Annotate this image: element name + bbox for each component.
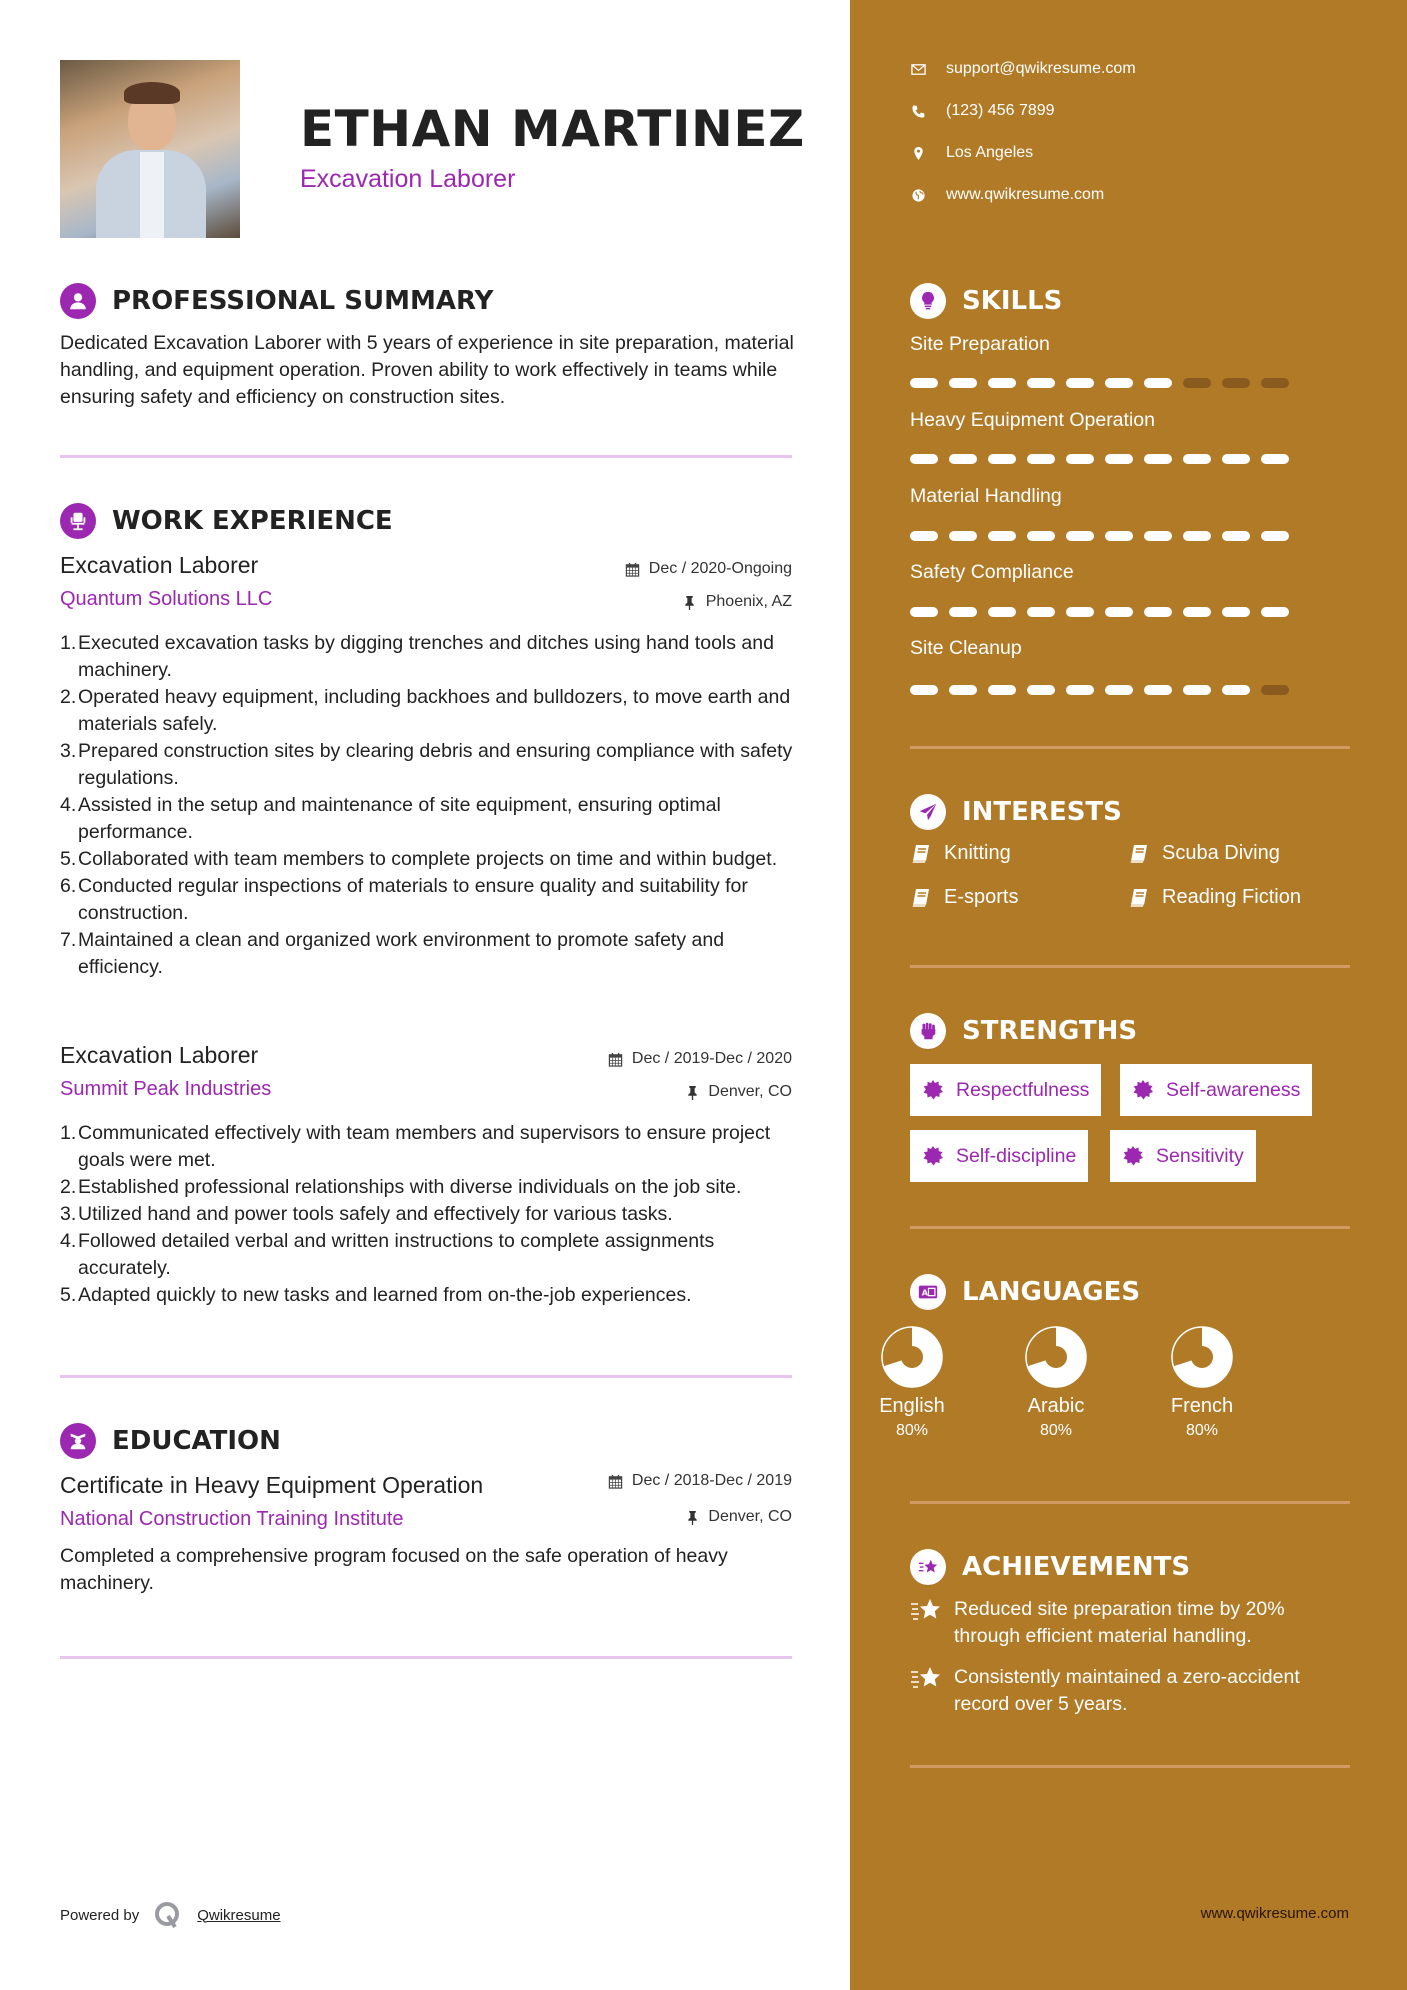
skill-segment (1027, 685, 1055, 695)
skill-segment (910, 531, 938, 541)
skill-rating (910, 685, 1300, 695)
book-icon (910, 887, 932, 909)
book-icon (1128, 887, 1150, 909)
skill-segment (1066, 454, 1094, 464)
section-divider (910, 1501, 1350, 1504)
skill-segment (1027, 378, 1055, 388)
skill-segment (1144, 531, 1172, 541)
skill-segment (1222, 531, 1250, 541)
skill-label: Material Handling (910, 485, 1062, 507)
list-item: 1. Communicated effectively with team members and supervisors to ensure project goals were met. (60, 1122, 771, 1171)
contact-phone[interactable]: (123) 456 7899 (910, 102, 1055, 120)
skill-segment (1066, 607, 1094, 617)
skill-rating (910, 531, 1300, 541)
skill-segment (1261, 454, 1289, 464)
job-bullets (60, 1120, 800, 1309)
badge-icon (922, 1145, 944, 1167)
school-name: National Construction Training Institute (60, 1508, 404, 1530)
job-bullets (60, 630, 800, 981)
list-item: 1. Executed excavation tasks by digging trenches and ditches using hand tools and machinery. (60, 632, 774, 681)
skill-segment (1183, 685, 1211, 695)
job-location: Phoenix, AZ (682, 593, 792, 611)
language-donut-chart (880, 1325, 944, 1389)
skill-segment (988, 378, 1016, 388)
section-divider (60, 1375, 792, 1378)
job-dates: Dec / 2019-Dec / 2020 (608, 1050, 792, 1068)
list-item: 2. Operated heavy equipment, including backhoes and bulldozers, to move earth and materials safely. (60, 686, 791, 735)
skill-segment (1183, 531, 1211, 541)
achievements-header (910, 1549, 1190, 1585)
skill-segment (1105, 378, 1133, 388)
envelope-icon (910, 61, 926, 77)
calendar-icon (608, 1473, 624, 1489)
skill-segment (1105, 685, 1133, 695)
interest-item: Scuba Diving (1128, 842, 1280, 865)
skill-segment (1144, 378, 1172, 388)
skill-segment (1222, 607, 1250, 617)
skill-segment (1066, 685, 1094, 695)
skill-segment (910, 685, 938, 695)
summary-heading: PROFESSIONAL SUMMARY (112, 286, 494, 316)
achievements-heading: ACHIEVEMENTS (962, 1552, 1191, 1582)
sidebar (850, 0, 1407, 1990)
skill-label: Heavy Equipment Operation (910, 409, 1155, 431)
interests-header (910, 794, 1122, 830)
footer-website-link[interactable]: www.qwikresume.com (1200, 1905, 1349, 1922)
section-divider (60, 455, 792, 458)
skill-segment (1144, 607, 1172, 617)
education-header (60, 1423, 281, 1459)
skill-segment (949, 378, 977, 388)
skill-segment (949, 607, 977, 617)
skill-rating (910, 607, 1300, 617)
skill-label: Site Preparation (910, 333, 1050, 355)
qwikresume-logo-icon (153, 1900, 183, 1930)
badge-icon (1122, 1145, 1144, 1167)
section-divider (60, 1656, 792, 1659)
education-location: Denver, CO (684, 1508, 792, 1526)
languages-heading: LANGUAGES (962, 1277, 1141, 1307)
skill-segment (1027, 531, 1055, 541)
achievement-item: Reduced site preparation time by 20% through efficient material handling. (910, 1596, 1350, 1650)
skill-segment (988, 607, 1016, 617)
list-item: 7. Maintained a clean and organized work environment to promote safety and efficiency. (60, 929, 725, 978)
skill-segment (1105, 607, 1133, 617)
achievement-item: Consistently maintained a zero-accident record over 5 years. (910, 1664, 1350, 1718)
pushpin-icon (684, 1509, 700, 1525)
badge-icon (922, 1079, 944, 1101)
list-item: 4. Assisted in the setup and maintenance of site equipment, ensuring optimal performance. (60, 794, 721, 843)
strength-tag: Sensitivity (1110, 1130, 1256, 1182)
job-location: Denver, CO (684, 1083, 792, 1101)
candidate-title: Excavation Laborer (300, 165, 516, 193)
summary-header (60, 283, 493, 319)
skill-segment (1183, 378, 1211, 388)
user-icon (60, 283, 96, 319)
skill-segment (949, 531, 977, 541)
language-donut-chart (1170, 1325, 1234, 1389)
pushpin-icon (682, 594, 698, 610)
education-description: Completed a comprehensive program focused on the safe operation of heavy machinery. (60, 1545, 728, 1594)
section-divider (910, 965, 1350, 968)
paper-plane-icon (910, 794, 946, 830)
shooting-star-icon (910, 1549, 946, 1585)
phone-icon (910, 103, 926, 119)
job-dates: Dec / 2020-Ongoing (625, 560, 792, 578)
strength-tag: Self-discipline (910, 1130, 1088, 1182)
strength-tag: Respectfulness (910, 1064, 1101, 1116)
translate-icon (910, 1274, 946, 1310)
office-chair-icon (60, 503, 96, 539)
skill-segment (1105, 531, 1133, 541)
calendar-icon (608, 1051, 624, 1067)
skill-segment (1066, 378, 1094, 388)
skill-segment (1261, 531, 1289, 541)
profile-photo (60, 60, 240, 238)
skill-label: Site Cleanup (910, 637, 1022, 659)
skill-segment (1222, 378, 1250, 388)
strength-tag: Self-awareness (1120, 1064, 1312, 1116)
skill-segment (1144, 685, 1172, 695)
skill-segment (910, 607, 938, 617)
skill-segment (1222, 454, 1250, 464)
skill-rating (910, 454, 1300, 464)
skill-segment (1183, 454, 1211, 464)
book-icon (1128, 843, 1150, 865)
company-name: Summit Peak Industries (60, 1078, 272, 1100)
skill-label: Safety Compliance (910, 561, 1074, 583)
strengths-header (910, 1013, 1137, 1049)
language-item: Arabic 80% (996, 1325, 1116, 1440)
list-item: 5. Adapted quickly to new tasks and learned from on-the-job experiences. (60, 1284, 692, 1306)
list-item: 5. Collaborated with team members to complete projects on time and within budget. (60, 848, 778, 870)
pushpin-icon (684, 1084, 700, 1100)
fist-icon (910, 1013, 946, 1049)
skill-segment (988, 685, 1016, 695)
strengths-heading: STRENGTHS (962, 1016, 1138, 1046)
skill-segment (1144, 454, 1172, 464)
degree-title: Certificate in Heavy Equipment Operation (60, 1472, 484, 1498)
contact-location: Los Angeles (910, 144, 1033, 162)
language-donut-chart (1024, 1325, 1088, 1389)
skill-segment (1261, 607, 1289, 617)
list-item: 3. Prepared construction sites by clearing debris and ensuring compliance with safety regulations. (60, 740, 793, 789)
interest-item: Knitting (910, 842, 1011, 865)
list-item: 2. Established professional relationships with diverse individuals on the job site. (60, 1176, 742, 1198)
skill-segment (988, 531, 1016, 541)
skill-segment (1027, 454, 1055, 464)
summary-text: Dedicated Excavation Laborer with 5 years of experience in site preparation, material handling, and equipment operation. Proven ability to work effectively in teams while ensuring safety and efficiency on construction sites. (60, 332, 794, 408)
company-name: Quantum Solutions LLC (60, 588, 273, 610)
languages-header (910, 1274, 1140, 1310)
skill-segment (1027, 607, 1055, 617)
experience-header (60, 503, 393, 539)
contact-website[interactable]: www.qwikresume.com (910, 186, 1104, 204)
skill-segment (1183, 607, 1211, 617)
section-divider (910, 1226, 1350, 1229)
language-item: English 80% (852, 1325, 972, 1440)
skill-segment (1222, 685, 1250, 695)
book-icon (910, 843, 932, 865)
skill-segment (1066, 531, 1094, 541)
list-item: 6. Conducted regular inspections of materials to ensure quality and suitability for construction. (60, 875, 748, 924)
skills-heading: SKILLS (962, 286, 1063, 316)
section-divider (910, 1765, 1350, 1768)
skill-segment (910, 378, 938, 388)
job-title: Excavation Laborer (60, 552, 259, 578)
skills-header (910, 283, 1062, 319)
job-title: Excavation Laborer (60, 1042, 259, 1068)
svg-text:A: A (921, 1287, 928, 1298)
powered-by: Powered by Qwikresume (60, 1900, 281, 1930)
list-item: 3. Utilized hand and power tools safely and effectively for various tasks. (60, 1203, 673, 1225)
list-item: 4. Followed detailed verbal and written instructions to complete assignments accurately. (60, 1230, 715, 1279)
skill-rating (910, 378, 1300, 388)
shooting-star-icon (910, 1596, 942, 1626)
skill-segment (1261, 378, 1289, 388)
education-heading: EDUCATION (112, 1426, 281, 1456)
graduate-icon (60, 1423, 96, 1459)
experience-heading: WORK EXPERIENCE (112, 506, 393, 536)
education-dates: Dec / 2018-Dec / 2019 (608, 1472, 792, 1490)
section-divider (910, 746, 1350, 749)
skill-segment (1261, 685, 1289, 695)
lightbulb-icon (910, 283, 946, 319)
interests-heading: INTERESTS (962, 797, 1122, 827)
interest-item: E-sports (910, 886, 1018, 909)
skill-segment (949, 685, 977, 695)
shooting-star-icon (910, 1664, 942, 1694)
skill-segment (949, 454, 977, 464)
language-item: French 80% (1142, 1325, 1262, 1440)
qwikresume-link[interactable]: Qwikresume (197, 1906, 281, 1924)
candidate-name: ETHAN MARTINEZ (300, 100, 805, 158)
contact-email[interactable]: support@qwikresume.com (910, 60, 1136, 78)
badge-icon (1132, 1079, 1154, 1101)
calendar-icon (625, 561, 641, 577)
skill-segment (988, 454, 1016, 464)
map-pin-icon (910, 145, 926, 161)
interest-item: Reading Fiction (1128, 886, 1301, 909)
skill-segment (910, 454, 938, 464)
globe-icon (910, 187, 926, 203)
skill-segment (1105, 454, 1133, 464)
